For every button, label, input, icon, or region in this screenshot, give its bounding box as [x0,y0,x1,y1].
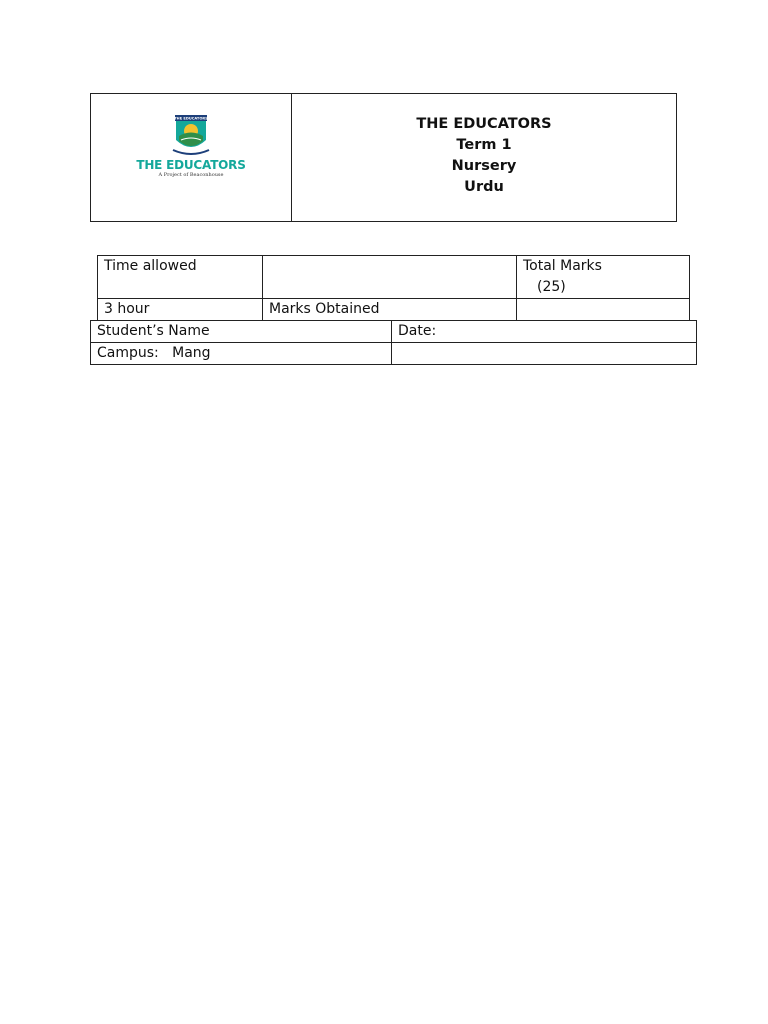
header-box [90,93,677,222]
logo-cell [91,94,292,221]
student-info-table [90,320,697,365]
empty-cell [392,343,697,365]
table-row [98,256,690,299]
school-title: THE EDUCATORS [416,116,552,132]
table-row [91,343,697,365]
marks-obtained-label: Marks Obtained [263,299,517,321]
marks-obtained-value[interactable] [517,299,690,321]
campus-label: Campus: Mang [91,343,392,365]
term-title: Term 1 [456,137,512,153]
total-marks-cell [517,256,690,299]
time-allowed-label: Time allowed [98,256,263,299]
total-marks-value: (25) [537,279,566,295]
logo-name: THE EDUCATORS [136,158,246,172]
table-row [91,321,697,343]
logo-tagline: A Project of Beaconhouse [158,172,224,178]
logo-banner-text: THE EDUCATORS [174,116,208,121]
school-logo [171,114,211,156]
table-row [98,299,690,321]
time-allowed-value: 3 hour [98,299,263,321]
title-cell [292,94,676,221]
total-marks-label: Total Marks [523,258,602,274]
empty-cell [263,256,517,299]
subject-title: Urdu [464,179,504,195]
date-label: Date: [392,321,697,343]
exam-info-table [97,255,690,321]
class-title: Nursery [451,158,517,174]
student-name-label: Student’s Name [91,321,392,343]
